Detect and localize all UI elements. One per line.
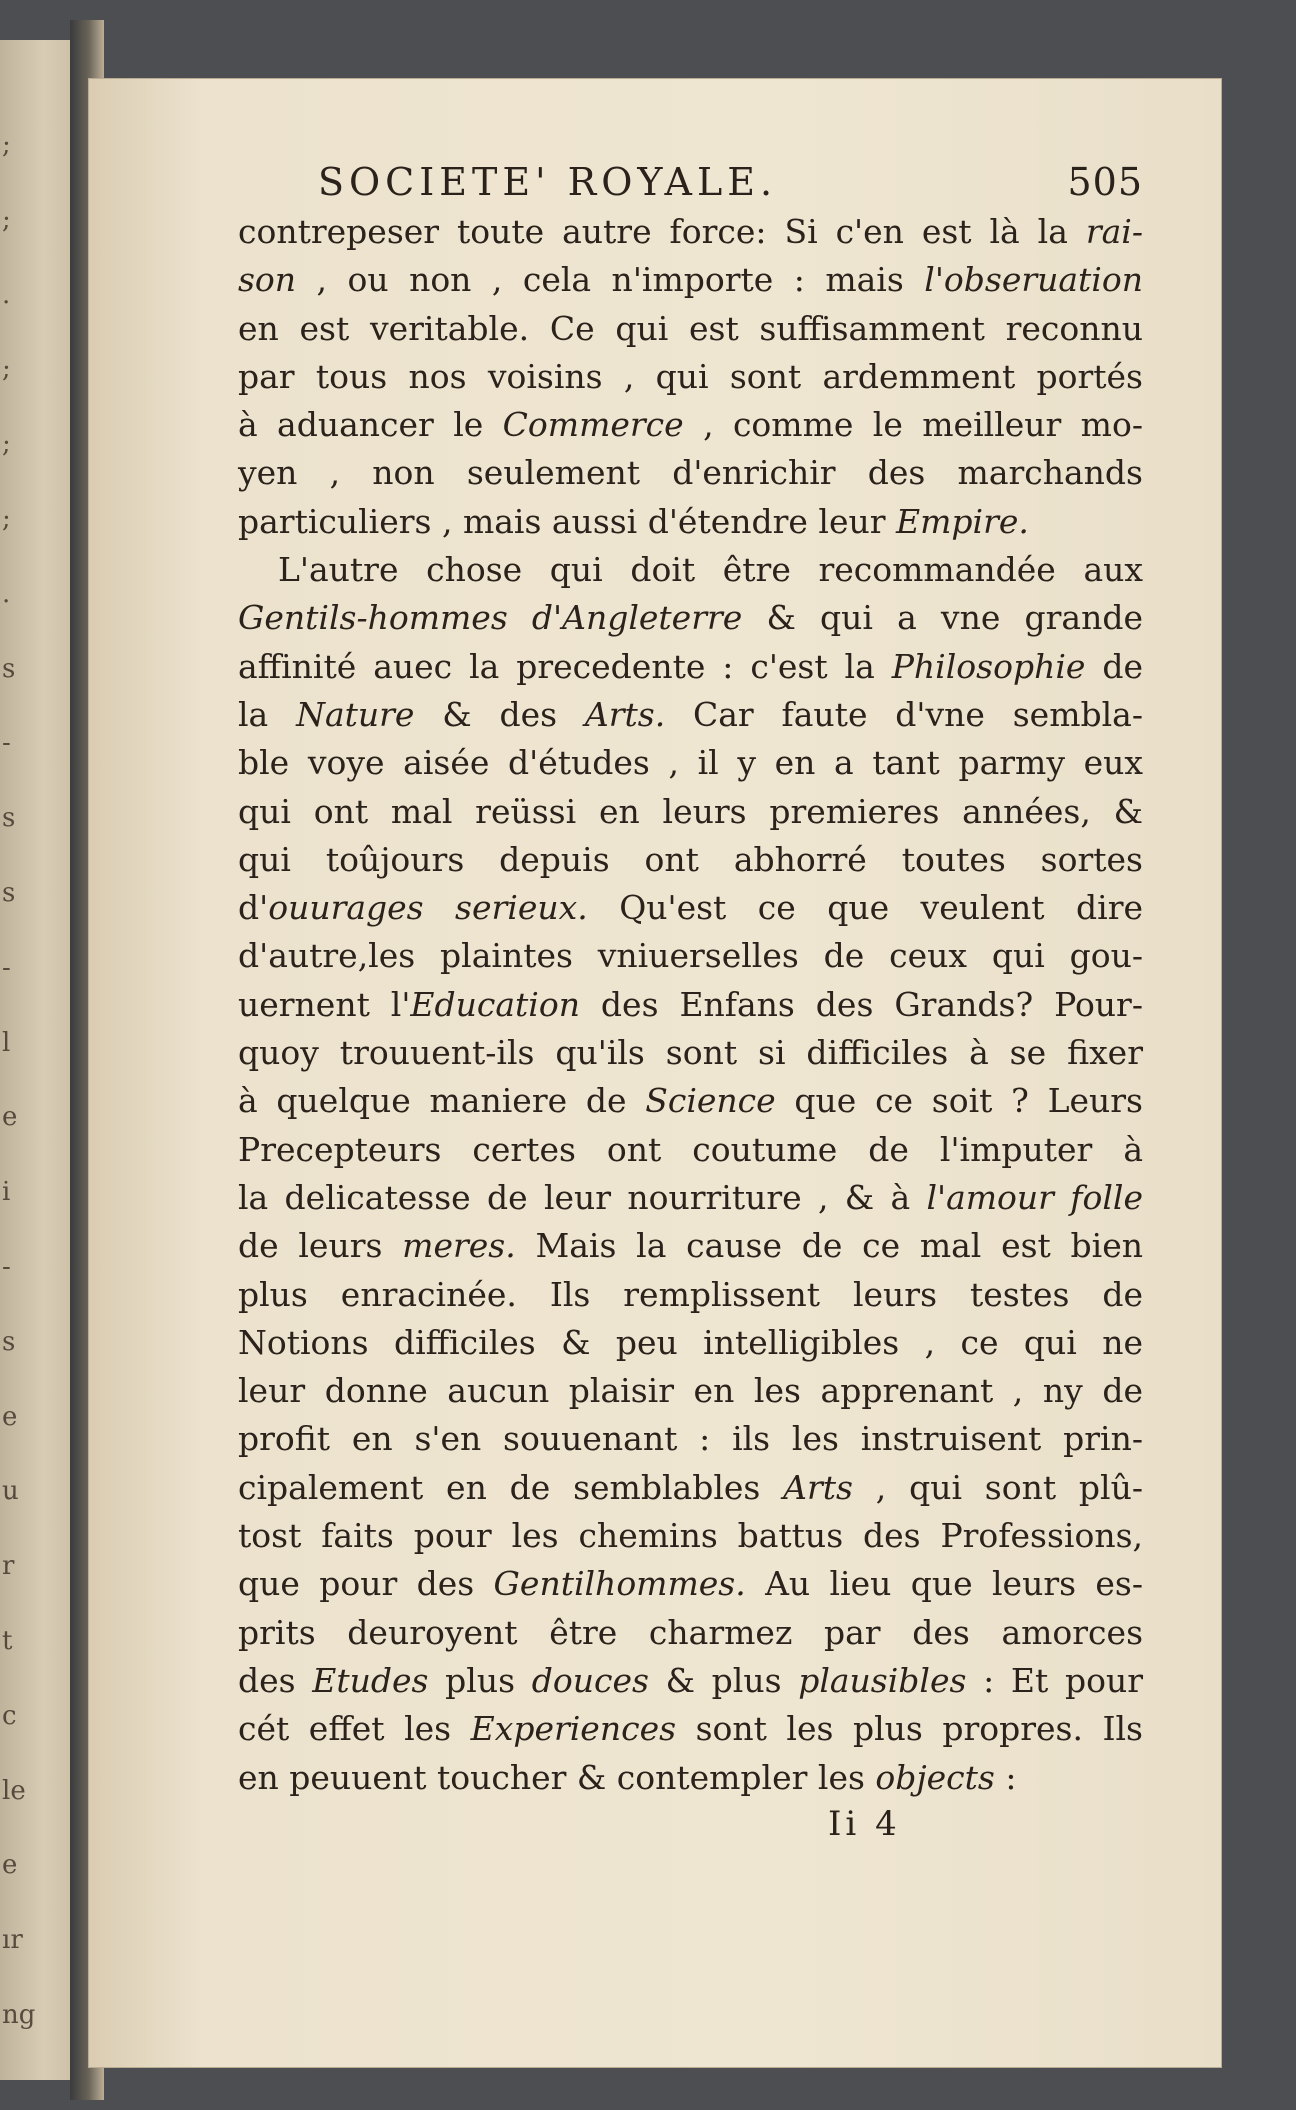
text-line [238,1367,1143,1415]
text-line [238,1560,1143,1608]
text-line [238,788,1143,836]
italic-text: l'obseruation [924,260,1143,300]
text-line [238,739,1143,787]
text-run: Notions difficiles & peu intelligibles , ce qui ne [238,1322,1143,1362]
italic-text: Philosophie [891,646,1086,686]
text-line [238,1029,1143,1077]
text-run: des Enfans des Grands? Pour- [579,984,1143,1024]
italic-text: Nature [296,694,415,734]
page-number: 505 [1067,160,1143,204]
facing-page-fragment: u [2,1476,19,1507]
running-head [238,160,1143,204]
text-line [238,1657,1143,1705]
italic-text: son [238,260,297,300]
facing-page-fragment: - [2,952,11,983]
text-run: plus enracinée. Ils remplissent leurs testes de [238,1274,1143,1314]
text-run: de leurs [238,1226,403,1266]
facing-page-fragment: . [2,279,11,310]
text-run: des [238,1660,313,1700]
text-line [238,836,1143,884]
signature-mark: Ii 4 [828,1803,901,1844]
italic-text: ouurages serieux. [268,888,588,928]
text-run: à aduancer le [238,405,503,445]
text-line [238,449,1143,497]
italic-text: Education [410,984,580,1024]
text-run: , ou non , cela n'importe : mais [296,260,925,300]
text-run: que ce soit ? Leurs [775,1081,1143,1121]
text-run: profit en s'en souuenant : ils les instruisent prin- [238,1419,1143,1459]
text-run: d' [238,888,269,928]
text-run: tost faits pour les chemins battus des Professions, [238,1516,1143,1556]
text-run: la [238,694,297,734]
text-run: ble voye aisée d'études , il y en a tant parmy eux [238,743,1143,783]
text-run: que pour des [238,1564,494,1604]
facing-page-fragment: s [2,653,16,684]
body-text [238,208,1143,1802]
italic-text: Gentilhommes. [493,1564,746,1604]
page-text-block [238,160,1143,1844]
text-line [238,256,1143,304]
text-run: d'autre,les plaintes vniuerselles de ceux qui gou- [238,936,1143,976]
facing-page-fragment: r [2,1551,15,1582]
facing-page-fragment: ; [2,503,11,534]
italic-text: Science [645,1081,776,1121]
text-run: Car faute d'vne sembla- [665,694,1144,734]
italic-text: objects [875,1757,995,1797]
text-run: : [994,1757,1017,1797]
text-line [238,1319,1143,1367]
italic-text: Experiences [470,1709,677,1749]
italic-text: Arts [783,1467,853,1507]
text-line [238,305,1143,353]
italic-text: Empire. [896,501,1029,541]
facing-page-fragment: e [2,1401,18,1432]
italic-text: douces [531,1660,649,1700]
facing-page-edge [0,40,80,2080]
facing-page-fragment: t [2,1625,13,1656]
text-line [238,643,1143,691]
italic-text: rai- [1085,212,1143,251]
facing-page-fragment: e [2,1850,18,1881]
book-page [88,78,1222,2068]
text-line [238,1271,1143,1319]
text-run: Au lieu que leurs es- [745,1564,1143,1604]
text-line [238,1126,1143,1174]
text-run: , comme le meilleur mo- [683,405,1143,445]
text-line [238,353,1143,401]
text-run: , qui sont plû- [852,1467,1143,1507]
text-run: la delicatesse de leur nourriture , & à [238,1177,927,1217]
facing-page-fragment: ; [2,204,11,235]
text-line [238,594,1143,642]
text-line [238,1754,1143,1802]
text-run: & plus [648,1660,799,1700]
text-run: de [1085,646,1143,686]
facing-page-text-fragments [2,130,36,2030]
italic-text: Etudes [312,1660,429,1700]
text-run: plus [428,1660,532,1700]
text-line [238,981,1143,1029]
text-run: qui toûjours depuis ont abhorré toutes sortes [238,839,1143,879]
text-run: Precepteurs certes ont coutume de l'imputer à [238,1129,1143,1169]
facing-page-fragment: ng [2,1999,36,2030]
text-line [238,208,1143,256]
facing-page-fragment: - [2,728,11,759]
facing-page-fragment: ; [2,429,11,460]
text-run: Mais la cause de ce mal est bien [515,1226,1143,1266]
text-run: L'autre chose qui doit être recommandée aux [278,550,1143,590]
text-line [238,1174,1143,1222]
text-line [238,1512,1143,1560]
text-run: quoy trouuent-ils qu'ils sont si difficiles à se fixer [238,1033,1143,1073]
text-run: prits deuroyent être charmez par des amorces [238,1612,1143,1652]
text-line [238,498,1143,546]
text-line [238,546,1143,594]
facing-page-fragment: e [2,1102,18,1133]
facing-page-fragment: ; [2,130,11,160]
text-run: particuliers , mais aussi d'étendre leur [238,501,897,541]
text-line [238,1609,1143,1657]
text-run: sont les plus propres. Ils [676,1709,1143,1749]
facing-page-fragment: s [2,803,16,834]
text-line [238,1464,1143,1512]
facing-page-fragment: s [2,1326,16,1357]
text-run: & qui a vne grande [742,598,1143,638]
text-line [238,1415,1143,1463]
text-run: par tous nos voisins , qui sont ardemment portés [238,356,1143,396]
text-run: Qu'est ce que veulent dire [587,888,1143,928]
facing-page-fragment: ır [2,1925,23,1956]
running-title: SOCIETE' ROYALE. [318,160,778,204]
facing-page-fragment: . [2,578,11,609]
italic-text: l'amour folle [926,1177,1143,1217]
text-line [238,1705,1143,1753]
text-run: qui ont mal reüssi en leurs premieres années, & [238,791,1143,831]
text-line [238,401,1143,449]
text-run: cipalement en de semblables [238,1467,784,1507]
text-run: & des [414,694,585,734]
italic-text: Gentils-hommes d'Angleterre [238,598,743,638]
text-run: leur donne aucun plaisir en les apprenant , ny de [238,1371,1143,1411]
facing-page-fragment: - [2,1251,11,1282]
italic-text: Arts. [584,694,666,734]
text-line [238,884,1143,932]
text-run: : Et pour [966,1660,1143,1700]
text-run: cét effet les [238,1709,471,1749]
text-line [238,691,1143,739]
italic-text: meres. [402,1226,516,1266]
text-run: en peuuent toucher & contempler les [238,1757,876,1797]
text-run: affinité auec la precedente : c'est la [238,646,892,686]
facing-page-fragment: l [2,1027,11,1058]
italic-text: Commerce [502,405,684,445]
text-line [238,932,1143,980]
text-run: à quelque maniere de [238,1081,646,1121]
italic-text: plausibles [798,1660,967,1700]
text-run: yen , non seulement d'enrichir des marchands [238,453,1143,493]
text-run: contrepeser toute autre force: Si c'en est là la [238,212,1086,251]
text-line [238,1222,1143,1270]
facing-page-fragment: s [2,877,16,908]
facing-page-fragment: i [2,1177,11,1208]
text-run: en est veritable. Ce qui est suffisamment reconnu [238,308,1143,348]
facing-page-fragment: c [2,1700,17,1731]
text-line [238,1077,1143,1125]
facing-page-fragment: ; [2,354,11,385]
facing-page-fragment: le [2,1775,26,1806]
text-run: uernent l' [238,984,411,1024]
